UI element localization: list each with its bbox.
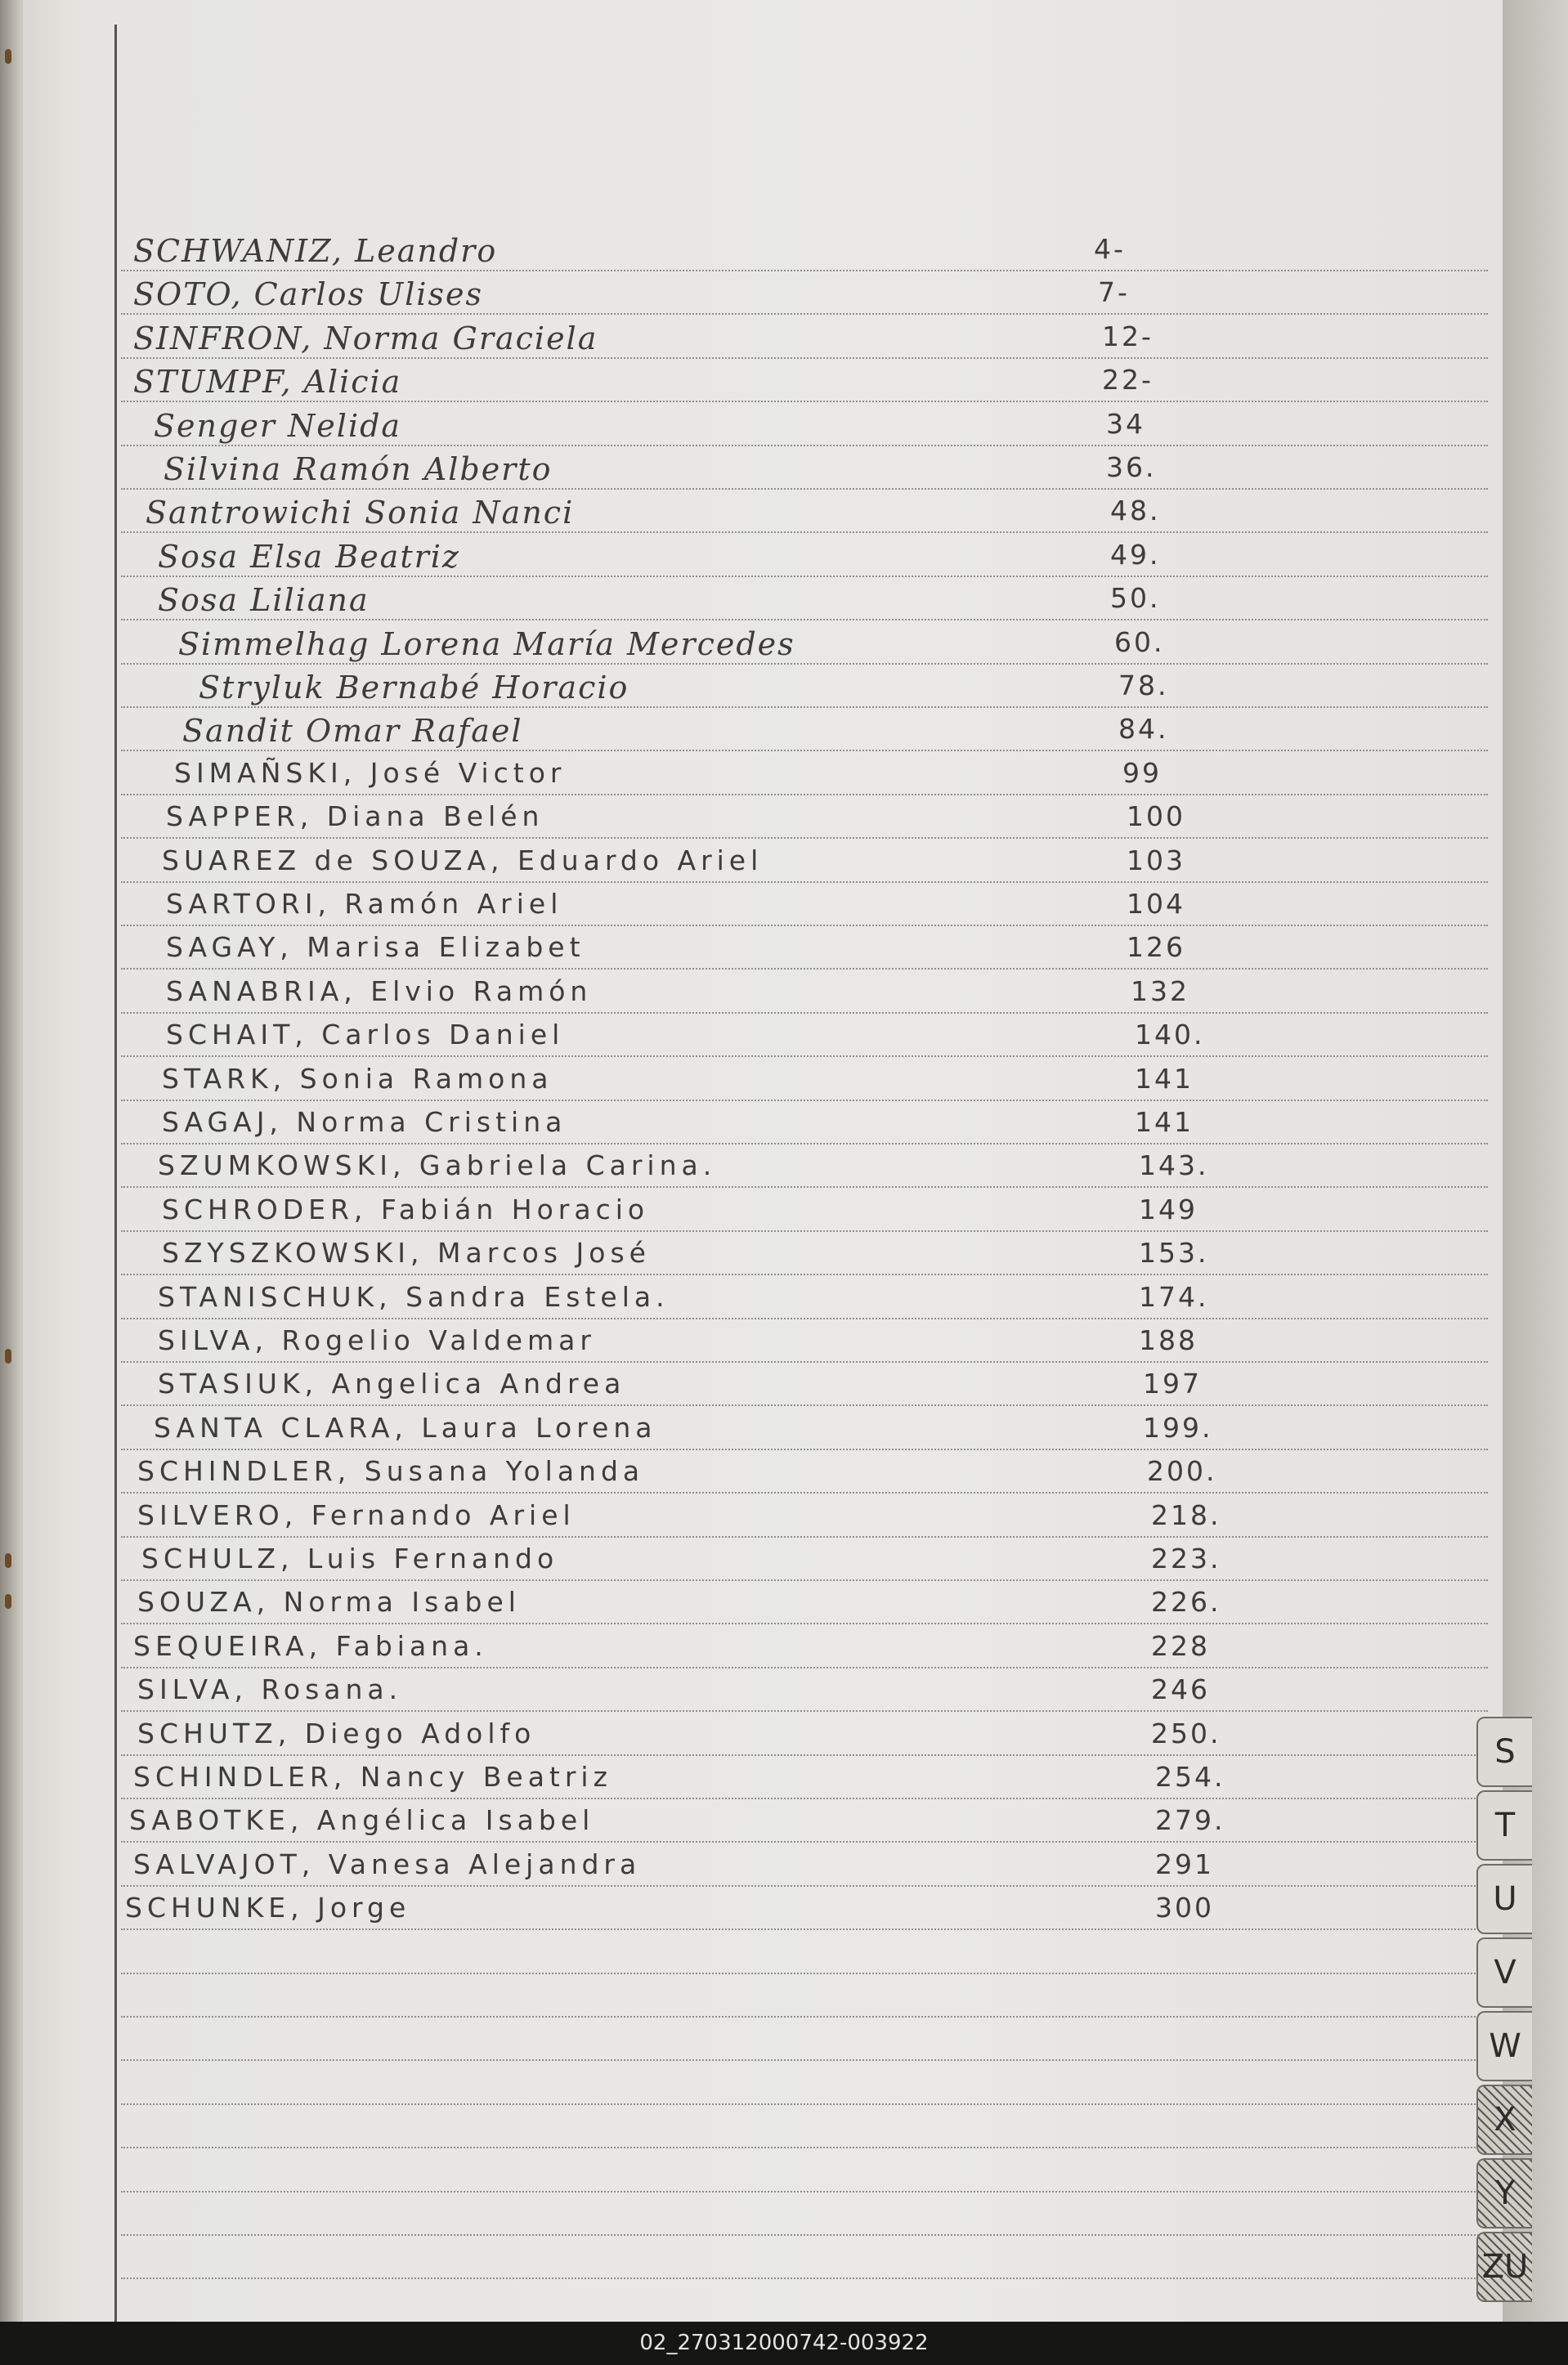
ruled-line	[121, 488, 1488, 490]
ruled-line	[121, 2278, 1488, 2279]
entry-page-number: 4-	[1094, 233, 1126, 265]
entry-page-number: 49.	[1110, 538, 1161, 571]
entry-page-number: 250.	[1151, 1717, 1221, 1749]
ruled-line	[121, 1404, 1488, 1406]
ruled-line	[121, 1536, 1488, 1538]
tab-x[interactable]: X	[1476, 2085, 1532, 2155]
entry-name: SCHWANIZ, Leandro	[133, 233, 498, 269]
ruled-line	[121, 1623, 1488, 1624]
ruled-line	[121, 2103, 1488, 2105]
entry-page-number: 141	[1135, 1062, 1194, 1095]
entry-page-number: 103	[1127, 844, 1185, 876]
entry-page-number: 140.	[1135, 1019, 1205, 1051]
ruled-line	[121, 576, 1488, 577]
entry-name: SAGAY, Marisa Elizabet	[166, 931, 585, 964]
ruled-line	[121, 445, 1488, 446]
entry-name: Silvina Ramón Alberto	[164, 451, 553, 487]
entry-page-number: 48.	[1110, 495, 1161, 527]
tab-y[interactable]: Y	[1476, 2158, 1532, 2228]
ruled-line	[121, 968, 1488, 970]
entry-name: SCHAIT, Carlos Daniel	[166, 1019, 565, 1051]
binding-stain	[5, 1594, 11, 1609]
entry-name: SOUZA, Norma Isabel	[137, 1586, 521, 1619]
entry-page-number: 300	[1155, 1892, 1214, 1924]
entry-name: SCHULZ, Luis Fernando	[141, 1543, 559, 1574]
ruled-line	[121, 619, 1488, 620]
entry-page-number: 246	[1151, 1673, 1210, 1706]
ruled-line	[121, 925, 1488, 926]
entry-page-number: 197	[1143, 1368, 1202, 1400]
binding-stain	[5, 1553, 11, 1568]
margin-line	[114, 25, 117, 2322]
entry-name: SAGAJ, Norma Cristina	[162, 1106, 567, 1138]
entry-page-number: 218.	[1151, 1498, 1221, 1531]
ruled-line	[121, 837, 1488, 839]
entry-name: Stryluk Bernabé Horacio	[199, 670, 629, 705]
ruled-line	[121, 663, 1488, 665]
entry-name: SANTA CLARA, Laura Lorena	[154, 1411, 657, 1444]
tab-t[interactable]: T	[1476, 1790, 1532, 1861]
tab-zu[interactable]: ZU	[1476, 2232, 1532, 2302]
ruled-line	[121, 2234, 1488, 2236]
ruled-line	[121, 1186, 1488, 1188]
entry-name: Sosa Liliana	[158, 582, 370, 619]
entry-page-number: 223.	[1151, 1543, 1221, 1574]
ruled-line	[121, 2191, 1488, 2193]
entry-page-number: 84.	[1118, 713, 1169, 746]
ruled-line	[121, 2059, 1488, 2061]
ruled-line	[121, 401, 1488, 402]
ruled-line	[121, 1798, 1488, 1799]
entry-page-number: 228	[1151, 1629, 1210, 1662]
entry-page-number: 153.	[1139, 1237, 1209, 1270]
ruled-line	[121, 1230, 1488, 1232]
ruled-line	[121, 1143, 1488, 1144]
entry-page-number: 141	[1135, 1106, 1194, 1138]
tab-w[interactable]: W	[1476, 2011, 1532, 2081]
entry-name: SALVAJOT, Vanesa Alejandra	[133, 1848, 642, 1880]
ruled-line	[121, 1492, 1488, 1494]
ruled-line	[121, 1361, 1488, 1363]
ruled-line	[121, 531, 1488, 533]
entry-page-number: 104	[1127, 888, 1185, 920]
ruled-line	[121, 1841, 1488, 1843]
entry-page-number: 200.	[1147, 1455, 1217, 1488]
entry-page-number: 7-	[1098, 276, 1130, 309]
ruled-line	[121, 1579, 1488, 1581]
entry-name: STANISCHUK, Sandra Estela.	[158, 1280, 670, 1313]
ruled-line	[121, 750, 1488, 751]
ruled-line	[121, 313, 1488, 315]
entry-name: SILVERO, Fernando Ariel	[137, 1498, 576, 1531]
entry-name: SCHUTZ, Diego Adolfo	[137, 1717, 536, 1749]
entry-name: Senger Nelida	[154, 407, 402, 444]
ruled-line	[121, 1710, 1488, 1712]
entry-page-number: 36.	[1106, 451, 1157, 483]
entry-name: STARK, Sonia Ramona	[162, 1062, 553, 1095]
entry-name: SABOTKE, Angélica Isabel	[129, 1804, 595, 1837]
entry-page-number: 60.	[1114, 625, 1165, 658]
entry-name: SINFRON, Norma Graciela	[133, 320, 598, 356]
entry-page-number: 132	[1131, 974, 1189, 1007]
entry-name: STASIUK, Angelica Andrea	[158, 1368, 626, 1400]
entry-name: SCHUNKE, Jorge	[125, 1892, 411, 1924]
entry-name: SAPPER, Diana Belén	[166, 800, 544, 833]
entry-name: SANABRIA, Elvio Ramón	[166, 974, 593, 1007]
entry-page-number: 34	[1106, 407, 1145, 440]
entry-page-number: 199.	[1143, 1411, 1213, 1444]
ruled-line	[121, 1100, 1488, 1101]
entry-page-number: 291	[1155, 1848, 1214, 1880]
ruled-line	[121, 2016, 1488, 2018]
ruled-line	[121, 706, 1488, 708]
entry-name: Sandit Omar Rafael	[182, 713, 523, 750]
binding-stain	[5, 49, 11, 64]
ruled-line	[121, 1667, 1488, 1668]
entry-page-number: 22-	[1102, 364, 1154, 396]
entry-page-number: 254.	[1155, 1761, 1225, 1793]
ruled-line	[121, 1928, 1488, 1930]
ruled-line	[121, 794, 1488, 795]
ruled-line	[121, 1055, 1488, 1057]
ruled-line	[121, 881, 1488, 883]
tab-u[interactable]: U	[1476, 1864, 1532, 1934]
entry-page-number: 174.	[1139, 1280, 1209, 1313]
entry-name: Sosa Elsa Beatriz	[158, 538, 460, 575]
binding-stain	[5, 1349, 11, 1364]
entry-name: SZUMKOWSKI, Gabriela Carina.	[158, 1149, 717, 1182]
entry-page-number: 99	[1122, 756, 1162, 789]
tab-s[interactable]: S	[1476, 1717, 1532, 1787]
entry-page-number: 188	[1139, 1324, 1198, 1356]
ruled-line	[121, 1754, 1488, 1756]
entry-name: SCHRODER, Fabián Horacio	[162, 1193, 650, 1225]
ruled-line	[121, 1449, 1488, 1450]
entry-name: SOTO, Carlos Ulises	[133, 276, 483, 313]
entry-name: SCHINDLER, Nancy Beatriz	[133, 1761, 612, 1793]
notebook-page	[23, 0, 1511, 2322]
entry-page-number: 226.	[1151, 1586, 1221, 1619]
ruled-line	[121, 1885, 1488, 1887]
entry-name: SEQUEIRA, Fabiana.	[133, 1629, 488, 1662]
entry-name: SARTORI, Ramón Ariel	[166, 888, 563, 920]
ruled-line	[121, 1973, 1488, 1974]
ruled-line	[121, 1318, 1488, 1319]
entry-page-number: 143.	[1139, 1149, 1209, 1182]
entry-page-number: 149	[1139, 1193, 1198, 1225]
ruled-line	[121, 270, 1488, 271]
entry-page-number: 78.	[1118, 670, 1169, 701]
entry-page-number: 100	[1127, 800, 1185, 833]
entry-page-number: 12-	[1102, 320, 1154, 352]
entry-page-number: 279.	[1155, 1804, 1225, 1837]
scan-id-footer: 02_270312000742-003922	[0, 2322, 1568, 2365]
ruled-line	[121, 2147, 1488, 2148]
entry-name: SILVA, Rosana.	[137, 1673, 403, 1706]
entry-page-number: 126	[1127, 931, 1185, 964]
entry-page-number: 50.	[1110, 582, 1161, 615]
entry-name: Simmelhag Lorena María Mercedes	[178, 625, 795, 662]
entry-name: SCHINDLER, Susana Yolanda	[137, 1455, 645, 1488]
entry-name: SUAREZ de SOUZA, Eduardo Ariel	[162, 844, 764, 876]
entry-name: SILVA, Rogelio Valdemar	[158, 1324, 596, 1356]
tab-v[interactable]: V	[1476, 1937, 1532, 2008]
ruled-line	[121, 1274, 1488, 1275]
entry-name: SZYSZKOWSKI, Marcos José	[162, 1237, 651, 1270]
ruled-line	[121, 1012, 1488, 1014]
ruled-line	[121, 357, 1488, 359]
entry-name: STUMPF, Alicia	[133, 364, 402, 401]
entry-name: Santrowichi Sonia Nanci	[146, 495, 575, 531]
entry-name: SIMAÑSKI, José Victor	[174, 756, 567, 789]
